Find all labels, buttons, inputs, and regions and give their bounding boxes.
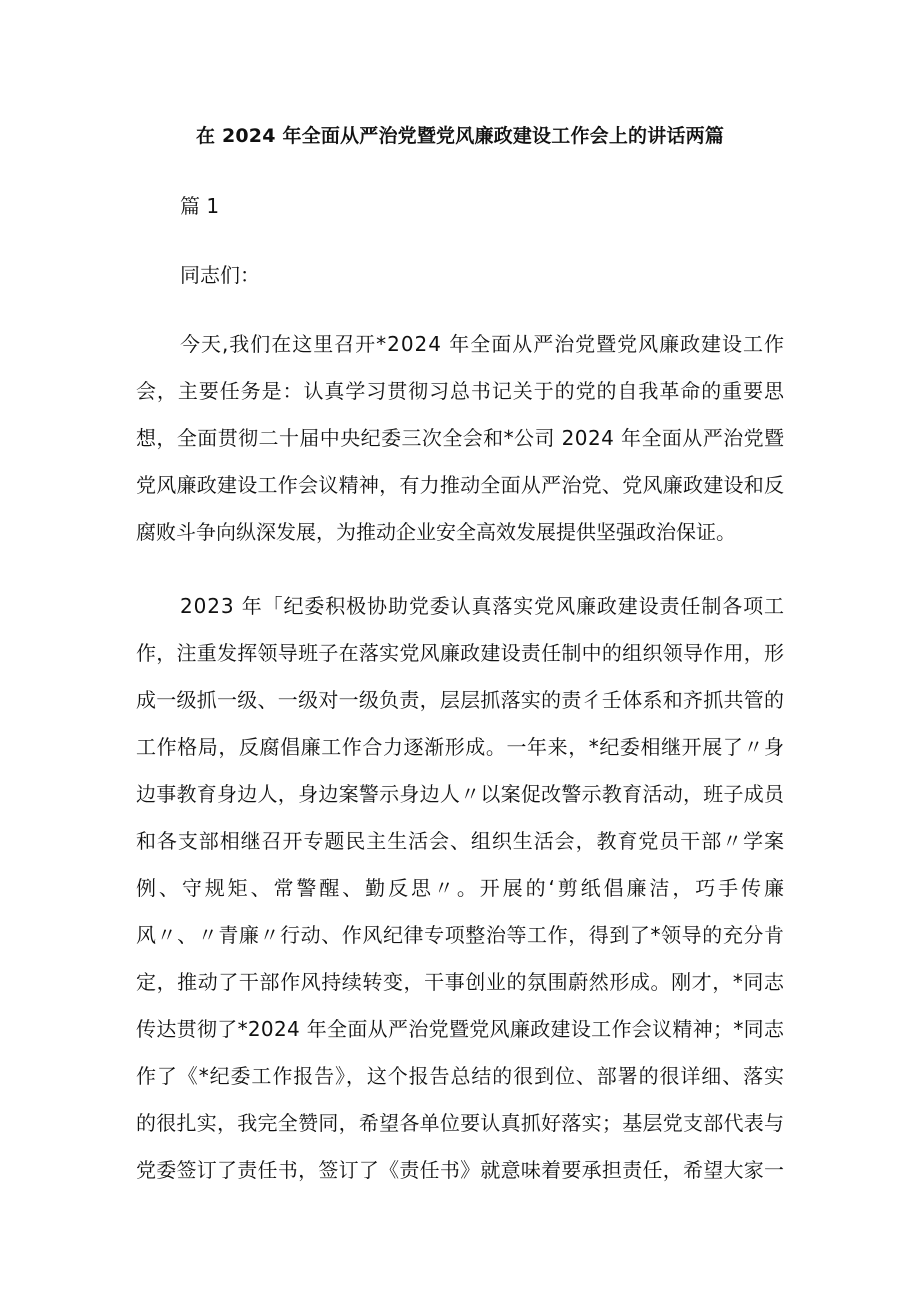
paragraph-2-line-12: 的很扎实，我完全赞同，希望各单位要认真抓好落实；基层党支部代表与	[136, 1111, 785, 1135]
paragraph-2-line-9: 定，推动了干部作风持续转变，干事创业的氛围蔚然形成。刚才，*同志	[136, 970, 785, 994]
paragraph-2-line-1: 2023 年「纪委积极协助党委认真落实党风廉政建设责任制各项工	[180, 594, 785, 618]
paragraph-2-line-4: 工作格局，反腐倡廉工作合力逐渐形成。一年来，*纪委相继开展了〃身	[136, 735, 785, 759]
paragraph-2-line-7: 例、守规矩、常警醒、勤反思〃。开展的‘剪纸倡廉洁，巧手传廉	[136, 876, 787, 900]
paragraph-2-line-6: 和各支部相继召开专题民主生活会、组织生活会，教育党员干部〃学案	[136, 829, 785, 853]
paragraph-1-line-2: 会，主要任务是：认真学习贯彻习总书记关于的党的自我革命的重要思	[136, 379, 785, 403]
part-label: 篇 1	[180, 194, 220, 218]
paragraph-1-line-4: 党风廉政建设工作会议精神，有力推动全面从严治党、党风廉政建设和反	[136, 473, 785, 497]
paragraph-1-line-3: 想，全面贯彻二十届中央纪委三次全会和*公司 2024 年全面从严治党暨	[136, 426, 785, 450]
document-title: 在 2024 年全面从严治党暨党风廉政建设工作会上的讲话两篇	[195, 125, 725, 147]
paragraph-2-line-3: 成一级抓一级、一级对一级负责，层层抓落实的责彳壬体系和齐抓共管的	[136, 688, 785, 712]
paragraph-1-line-5: 腐败斗争向纵深发展，为推动企业安全高效发展提供坚强政治保证。	[136, 520, 736, 544]
paragraph-2-line-5: 边事教育身边人，身边案警示身边人〃以案促改警示教育活动，班子成员	[136, 782, 785, 806]
paragraph-2-line-13: 党委签订了责任书，签订了《责任书》就意味着要承担责任，希望大家一	[136, 1158, 785, 1182]
paragraph-2-line-2: 作，注重发挥领导班子在落实党风廉政建设责任制中的组织领导作用，形	[136, 641, 785, 665]
paragraph-2-line-11: 作了《*纪委工作报告》，这个报告总结的很到位、部署的很详细、落实	[136, 1064, 785, 1088]
paragraph-1-line-1: 今天,我们在这里召开*2024 年全面从严治党暨党风廉政建设工作	[180, 332, 785, 356]
paragraph-2-line-10: 传达贯彻了*2024 年全面从严治党暨党风廉政建设工作会议精神；*同志	[136, 1017, 785, 1041]
salutation: 同志们：	[180, 263, 260, 287]
paragraph-2-line-8: 风〃、〃青廉〃行动、作风纪律专项整治等工作，得到了*领导的充分肯	[136, 923, 785, 947]
